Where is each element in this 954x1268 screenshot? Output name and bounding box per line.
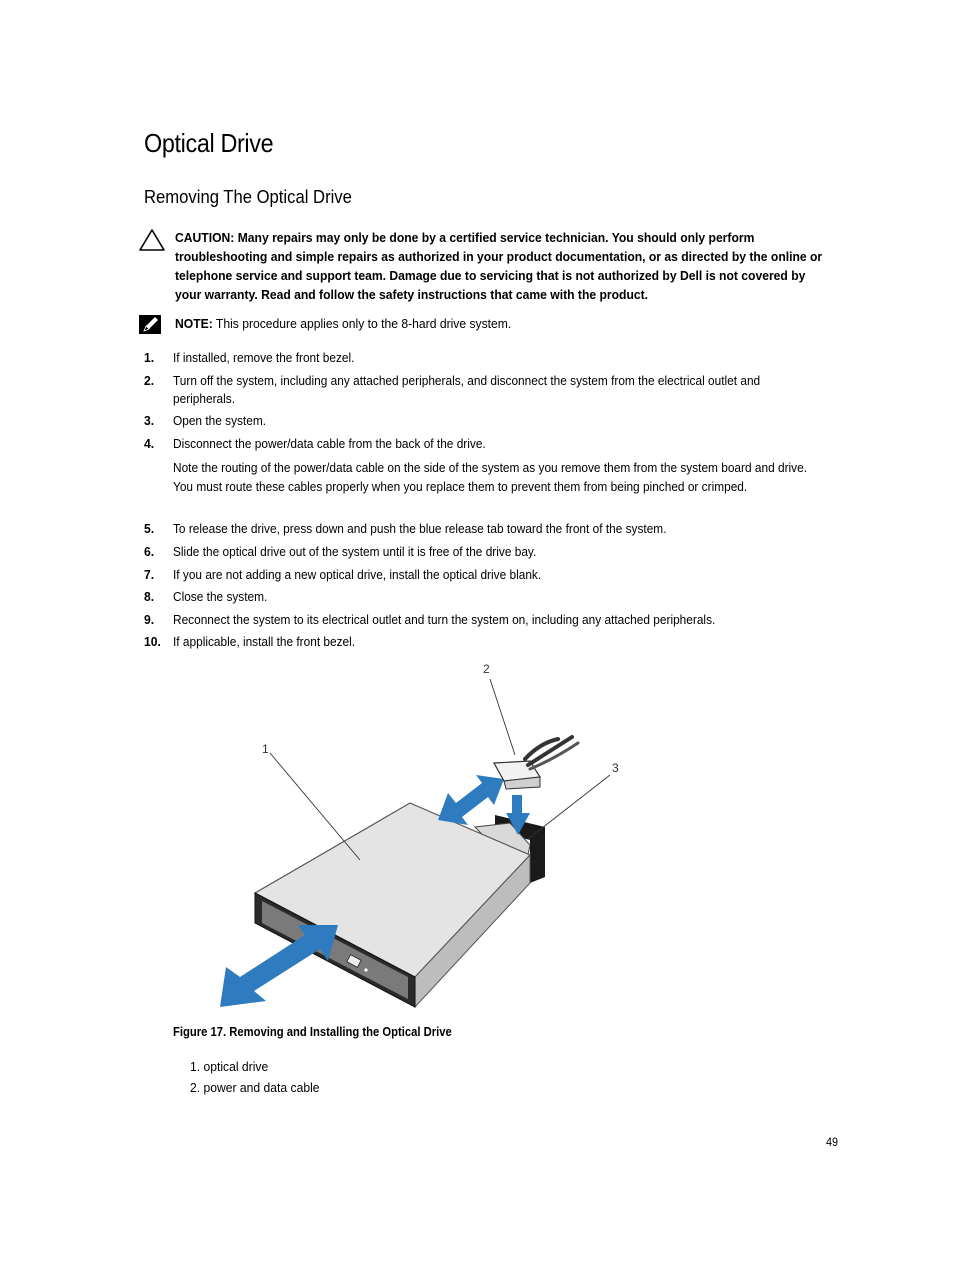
callout-3: 3 xyxy=(612,761,619,775)
step-7: 7. If you are not adding a new optical drive, install the optical drive blank. xyxy=(144,566,542,582)
callout-2: 2 xyxy=(483,662,490,676)
step-9: 9. Reconnect the system to its electrical outlet and turn the system on, including any attached peripherals. xyxy=(144,611,716,627)
procedure-steps xyxy=(144,349,844,656)
section-title: Removing The Optical Drive xyxy=(144,186,352,207)
step-5: 5. To release the drive, press down and push the blue release tab toward the front of the system. xyxy=(144,521,667,536)
step-10: 10. If applicable, install the front bezel. xyxy=(144,634,356,649)
callout-2-leader xyxy=(490,679,515,755)
optical-drive-figure xyxy=(210,655,650,1015)
note-text xyxy=(175,314,782,333)
slide-direction-arrow xyxy=(220,925,338,1007)
step-8: 8. Close the system. xyxy=(144,589,268,604)
activity-led xyxy=(364,968,367,971)
step-3: 3. Open the system. xyxy=(144,413,267,428)
pencil-note-icon xyxy=(138,314,164,341)
step-6: 6. Slide the optical drive out of the system until it is free of the drive bay. xyxy=(144,544,537,559)
note-label: NOTE: xyxy=(175,316,213,331)
step-4: 4. Disconnect the power/data cable from the back of the drive. Note the routing of the power/data cable on the side of the system as you remove them from the system board and drive. You must route these cables properly when you replace them to prevent them from being pinched or crimped. xyxy=(144,435,844,520)
callout-1-leader xyxy=(270,753,360,860)
caution-body: Many repairs may only be done by a certified service technician. You should only perform troubleshooting and simple repairs as authorized in your product documentation, or as directed by the online or telephone service and support team. Damage due to servicing that is not authorized by Dell is not covered by your warranty. Read and follow the safety instructions that came with the product. xyxy=(175,230,823,302)
caution-triangle-icon xyxy=(138,228,166,257)
optical-drive-illustration xyxy=(210,655,650,1015)
page-title: Optical Drive xyxy=(144,128,274,158)
caution-label: CAUTION: xyxy=(175,230,235,245)
cable-connect-arrow xyxy=(438,775,504,825)
figure-legend xyxy=(190,1056,331,1098)
step-4-note: Note the routing of the power/data cable on the side of the system as you remove them from the system board and drive. You must route these cables properly when you replace them to prevent them from being pinched or crimped. xyxy=(173,459,808,494)
page-number: 49 xyxy=(826,1135,839,1149)
note-body: This procedure applies only to the 8-hard drive system. xyxy=(215,316,512,331)
figure-caption: Figure 17. Removing and Installing the Optical Drive xyxy=(173,1025,452,1039)
step-1: 1. If installed, remove the front bezel. xyxy=(144,350,355,365)
legend-item-2: 2. power and data cable xyxy=(190,1080,320,1095)
caution-text xyxy=(175,228,828,304)
step-2: 2. Turn off the system, including any attached peripherals, and disconnect the system from the electrical outlet and peripherals. xyxy=(144,373,761,406)
legend-item-1: 1. optical drive xyxy=(190,1059,269,1074)
callout-1: 1 xyxy=(262,742,269,756)
